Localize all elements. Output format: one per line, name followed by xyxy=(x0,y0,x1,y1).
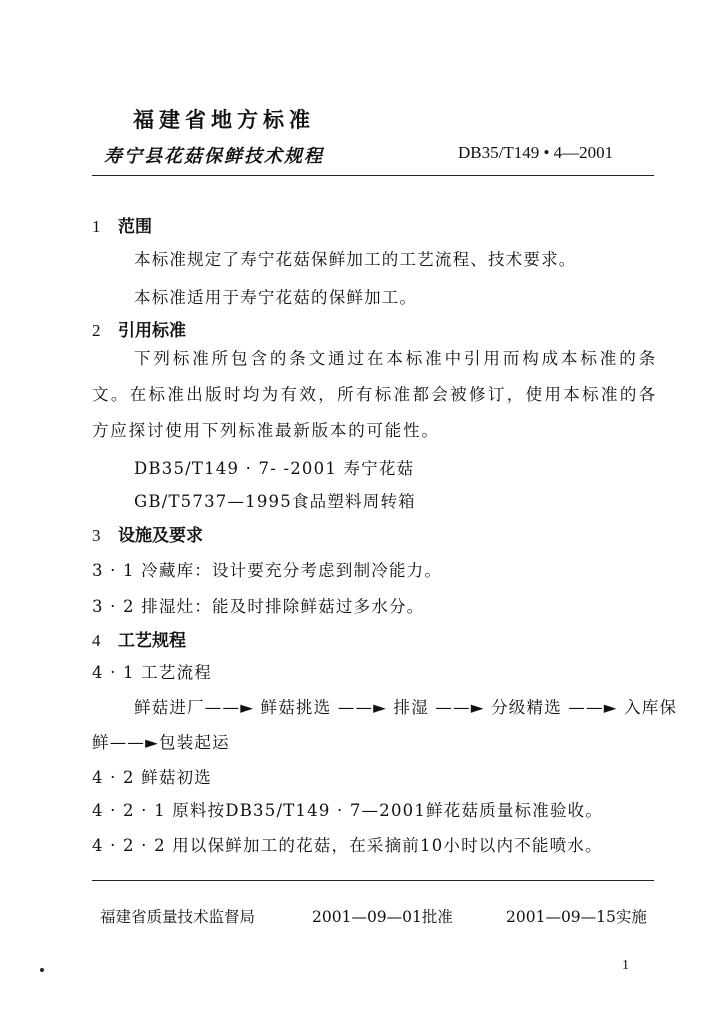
reference-2: GB/T5737—1995食品塑料周转箱 xyxy=(134,492,416,511)
header-rule xyxy=(92,175,654,176)
scan-speck xyxy=(40,968,44,972)
section-1-paragraph-1: 本标准规定了寿宁花菇保鲜加工的工艺流程、技术要求。 xyxy=(134,250,577,269)
issuing-authority: 福建省质量技术监督局 xyxy=(100,908,256,926)
section-3-heading xyxy=(92,521,203,546)
process-flow-line-2: 鲜——►包装起运 xyxy=(92,733,230,752)
section-2-paragraph: 下列标准所包含的条文通过在本标准中引用而构成本标准的条文。在标准出版时均为有效，所有标准都会被修订，使用本标准的各方应探讨使用下列标准最新版本的可能性。 xyxy=(92,349,657,440)
section-1-heading xyxy=(92,212,152,237)
clause-4-2-2: 4 · 2 · 2 用以保鲜加工的花菇，在采摘前10小时以内不能喷水。 xyxy=(92,836,603,855)
section-title: 范围 xyxy=(118,217,152,237)
page-number: 1 xyxy=(622,958,629,973)
section-title: 设施及要求 xyxy=(118,526,203,546)
clause-4-1: 4 · 1 工艺流程 xyxy=(92,663,212,682)
reference-1: DB35/T149 · 7- -2001 寿宁花菇 xyxy=(134,459,415,478)
section-number: 3 xyxy=(92,526,101,545)
section-number: 1 xyxy=(92,217,101,236)
standard-code: DB35/T149 • 4—2001 xyxy=(458,143,614,162)
section-number: 4 xyxy=(92,631,101,650)
section-title: 引用标准 xyxy=(118,321,186,341)
section-2-heading xyxy=(92,316,186,341)
section-title: 工艺规程 xyxy=(118,631,186,651)
standard-name: 寿宁县花菇保鲜技术规程 xyxy=(104,146,324,167)
footer-rule xyxy=(92,880,654,881)
process-flow-line-1: 鲜菇进厂——► 鲜菇挑选 ——► 排湿 ——► 分级精选 ——► 入库保 xyxy=(134,698,678,717)
approval-date: 2001—09—01批准 xyxy=(312,908,453,926)
effective-date: 2001—09—15实施 xyxy=(506,908,647,926)
section-number: 2 xyxy=(92,321,101,340)
clause-3-2: 3 · 2 排湿灶：能及时排除鲜菇过多水分。 xyxy=(92,597,425,616)
section-1-paragraph-2: 本标准适用于寿宁花菇的保鲜加工。 xyxy=(134,288,418,307)
standard-category-title: 福建省地方标准 xyxy=(133,107,315,132)
clause-4-2-1: 4 · 2 · 1 原料按DB35/T149 · 7—2001鲜花菇质量标准验收。 xyxy=(92,801,604,820)
clause-3-1: 3 · 1 冷藏库：设计要充分考虑到制冷能力。 xyxy=(92,561,443,580)
clause-4-2: 4 · 2 鲜菇初选 xyxy=(92,768,212,787)
section-4-heading xyxy=(92,626,186,651)
